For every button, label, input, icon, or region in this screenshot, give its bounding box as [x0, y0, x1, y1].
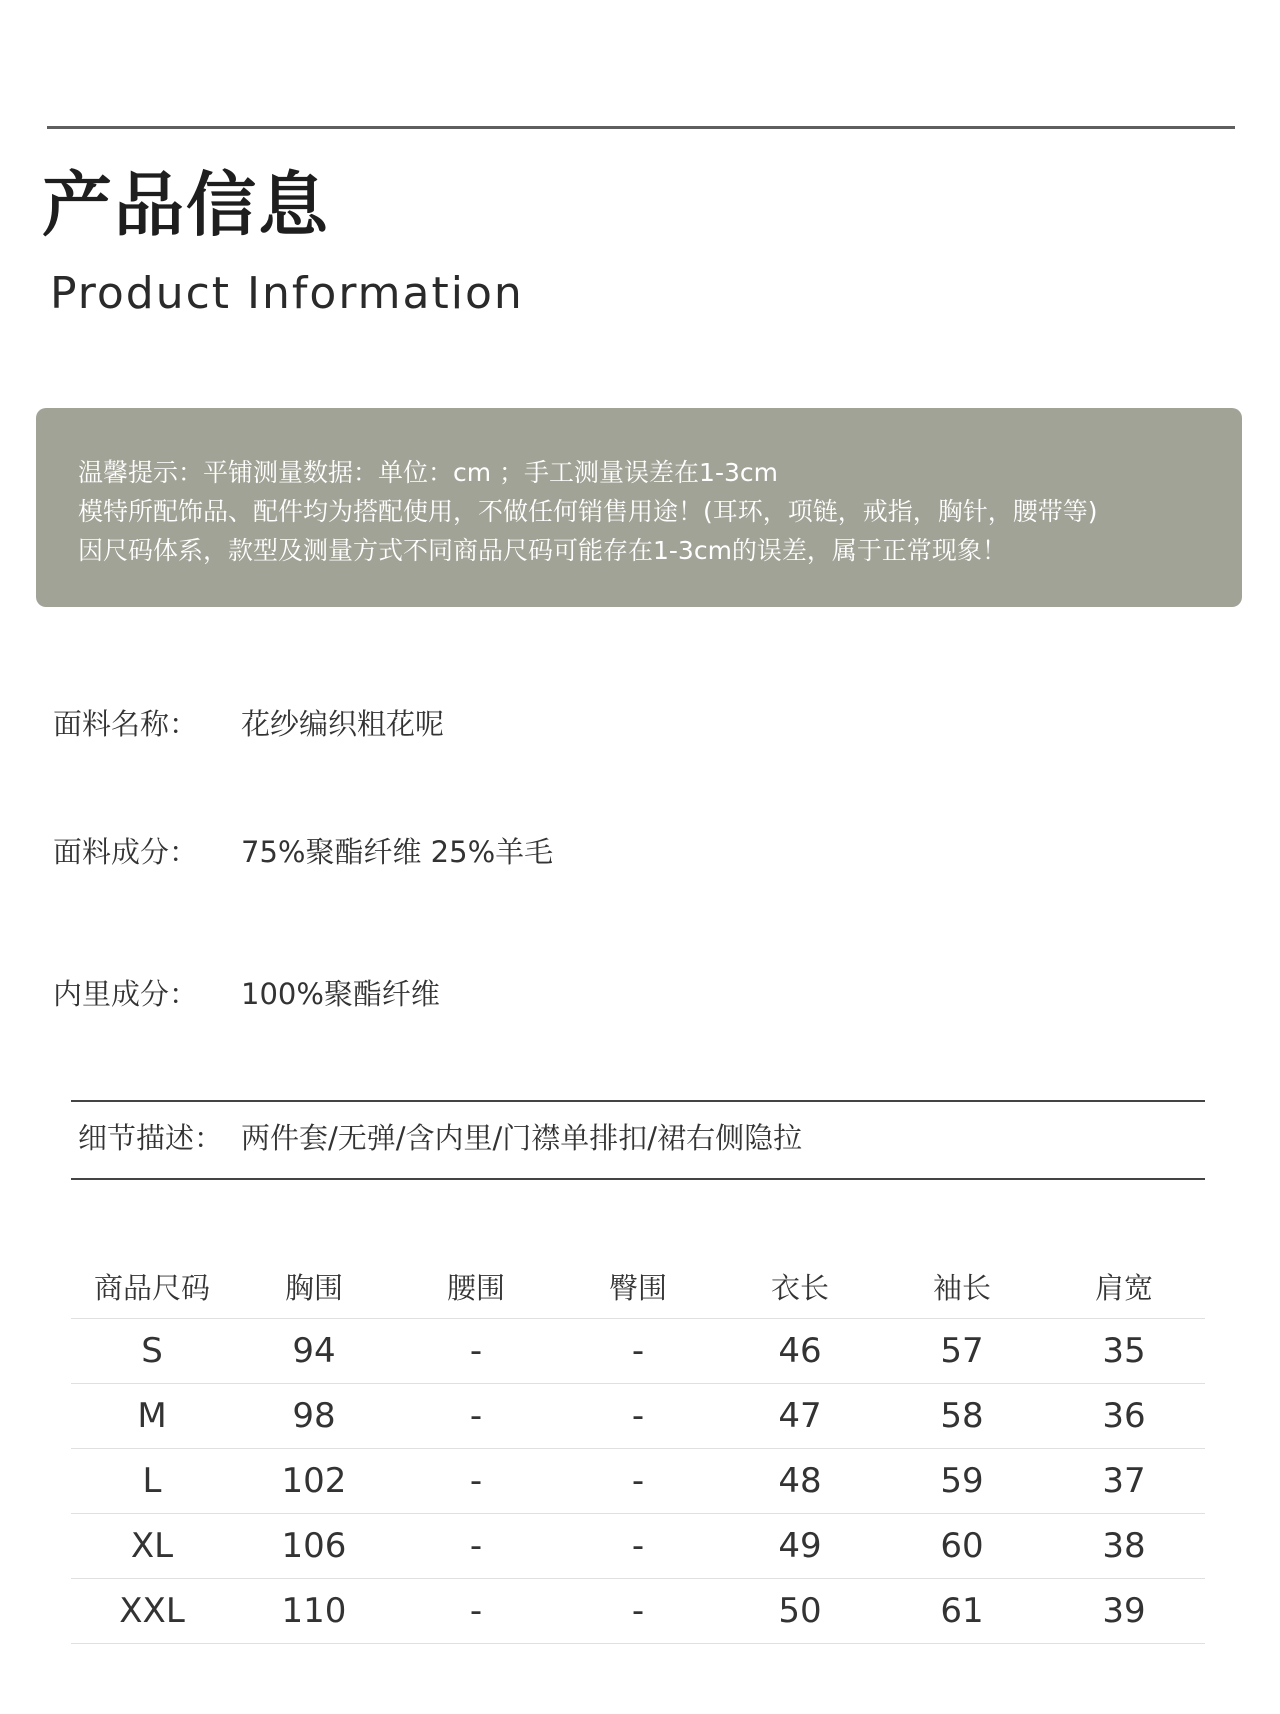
length-cell: 46 [719, 1319, 881, 1384]
length-cell: 49 [719, 1514, 881, 1579]
shoulder-cell: 35 [1043, 1319, 1205, 1384]
shoulder-cell: 38 [1043, 1514, 1205, 1579]
header-waist: 腰围 [395, 1254, 557, 1319]
page-title: 产品信息 [42, 164, 330, 246]
length-cell: 47 [719, 1384, 881, 1449]
fabric-composition-value: 75%聚酯纤维 25%羊毛 [241, 835, 554, 869]
notice-line-measurement: 温馨提示：平铺测量数据：单位：cm ；手工测量误差在1-3cm [78, 458, 778, 487]
sleeve-cell: 61 [881, 1579, 1043, 1644]
notice-box [36, 408, 1242, 607]
fabric-name-row [53, 707, 445, 741]
waist-cell: - [395, 1514, 557, 1579]
fabric-composition-row [53, 835, 554, 869]
hip-cell: - [557, 1579, 719, 1644]
table-row [71, 1514, 1205, 1579]
header-length: 衣长 [719, 1254, 881, 1319]
size-cell: XL [71, 1514, 233, 1579]
sleeve-cell: 58 [881, 1384, 1043, 1449]
header-sleeve: 袖长 [881, 1254, 1043, 1319]
sleeve-cell: 59 [881, 1449, 1043, 1514]
notice-line-accessories: 模特所配饰品、配件均为搭配使用，不做任何销售用途！(耳环，项链，戒指，胸针，腰带等) [78, 497, 1098, 526]
length-cell: 50 [719, 1579, 881, 1644]
chest-cell: 98 [233, 1384, 395, 1449]
hip-cell: - [557, 1449, 719, 1514]
size-cell: L [71, 1449, 233, 1514]
chest-cell: 110 [233, 1579, 395, 1644]
hip-cell: - [557, 1514, 719, 1579]
header-hip: 臀围 [557, 1254, 719, 1319]
size-table-header-row [71, 1254, 1205, 1319]
lining-composition-row [53, 977, 440, 1011]
table-row [71, 1384, 1205, 1449]
waist-cell: - [395, 1319, 557, 1384]
lining-composition-label: 内里成分： [53, 977, 199, 1011]
waist-cell: - [395, 1449, 557, 1514]
shoulder-cell: 37 [1043, 1449, 1205, 1514]
hip-cell: - [557, 1319, 719, 1384]
fabric-name-value: 花纱编织粗花呢 [241, 707, 445, 741]
length-cell: 48 [719, 1449, 881, 1514]
details-value: 两件套/无弹/含内里/门襟单排扣/裙右侧隐拉 [241, 1121, 803, 1155]
sleeve-cell: 60 [881, 1514, 1043, 1579]
sleeve-cell: 57 [881, 1319, 1043, 1384]
chest-cell: 102 [233, 1449, 395, 1514]
table-row [71, 1579, 1205, 1644]
chest-cell: 94 [233, 1319, 395, 1384]
header-shoulder: 肩宽 [1043, 1254, 1205, 1319]
header-chest: 胸围 [233, 1254, 395, 1319]
table-row [71, 1319, 1205, 1384]
details-row [78, 1121, 803, 1155]
hip-cell: - [557, 1384, 719, 1449]
fabric-composition-label: 面料成分： [53, 835, 199, 869]
details-bottom-divider [71, 1178, 1205, 1180]
size-chart-table [71, 1254, 1205, 1644]
shoulder-cell: 36 [1043, 1384, 1205, 1449]
notice-line-size-error: 因尺码体系，款型及测量方式不同商品尺码可能存在1-3cm的误差，属于正常现象！ [78, 536, 1007, 565]
lining-composition-value: 100%聚酯纤维 [241, 977, 440, 1011]
table-row [71, 1449, 1205, 1514]
size-cell: M [71, 1384, 233, 1449]
size-cell: S [71, 1319, 233, 1384]
waist-cell: - [395, 1384, 557, 1449]
details-top-divider [71, 1100, 1205, 1102]
chest-cell: 106 [233, 1514, 395, 1579]
fabric-name-label: 面料名称： [53, 707, 199, 741]
top-divider [47, 126, 1235, 129]
shoulder-cell: 39 [1043, 1579, 1205, 1644]
page-subtitle: Product Information [50, 268, 524, 319]
waist-cell: - [395, 1579, 557, 1644]
details-label: 细节描述： [78, 1121, 224, 1155]
size-cell: XXL [71, 1579, 233, 1644]
header-size: 商品尺码 [71, 1254, 233, 1319]
